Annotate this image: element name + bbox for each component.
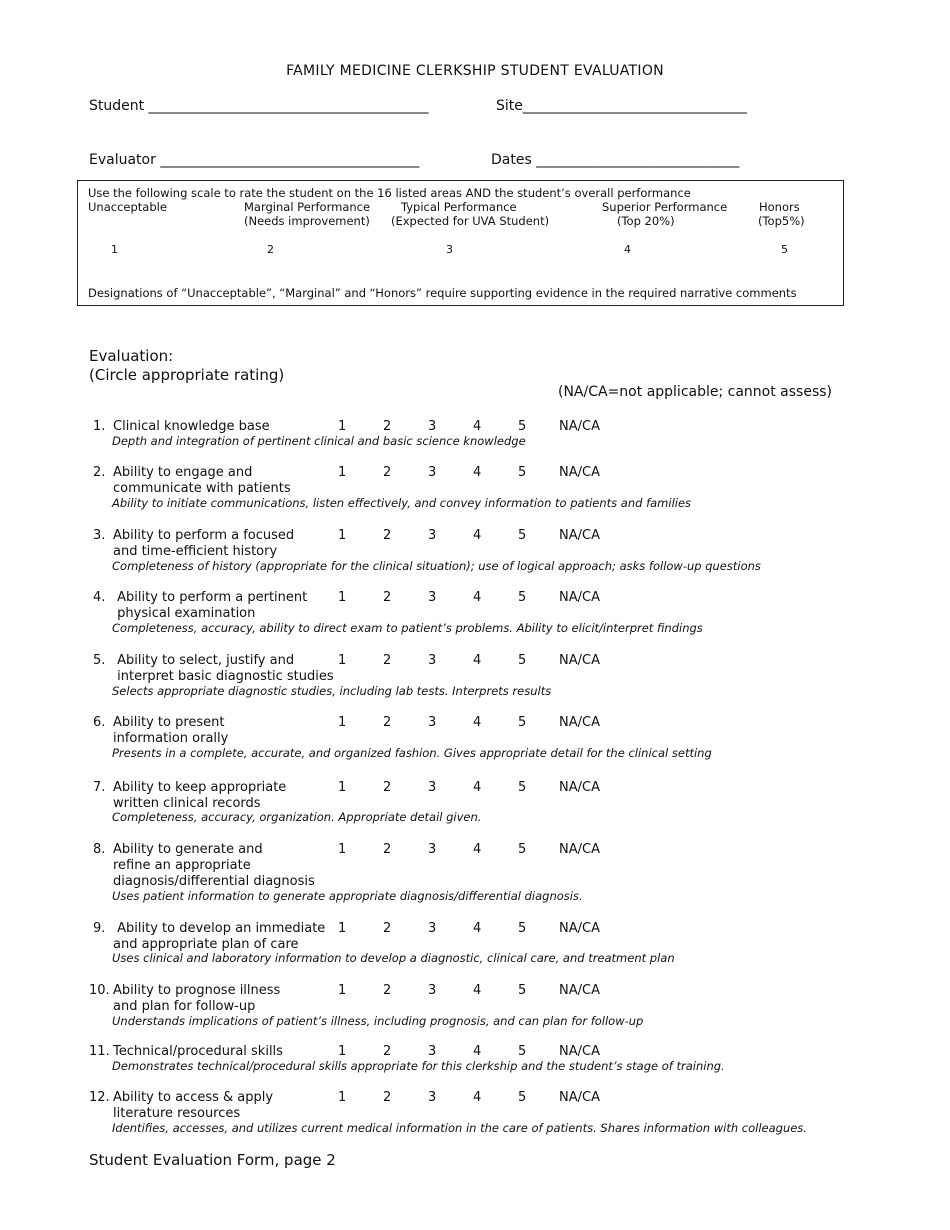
rating-option-na-ca[interactable]: NA/CA [559, 983, 600, 998]
item-label: Ability to select, justify and interpret basic diagnostic studies [117, 653, 334, 684]
rating-option-1[interactable]: 1 [338, 921, 347, 936]
rating-option-4[interactable]: 4 [473, 715, 482, 730]
rating-option-5[interactable]: 5 [518, 921, 527, 936]
rating-option-na-ca[interactable]: NA/CA [559, 715, 600, 730]
page-footer: Student Evaluation Form, page 2 [89, 1151, 336, 1169]
item-number: 11. [89, 1044, 110, 1059]
item-description: Uses patient information to generate appropriate diagnosis/differential diagnosis. [112, 889, 583, 903]
rating-option-4[interactable]: 4 [473, 780, 482, 795]
rating-option-5[interactable]: 5 [518, 842, 527, 857]
scale-num-3: 3 [446, 243, 453, 256]
rating-option-2[interactable]: 2 [383, 1090, 392, 1105]
na-note: (NA/CA=not applicable; cannot assess) [558, 384, 833, 400]
rating-option-5[interactable]: 5 [518, 983, 527, 998]
rating-option-1[interactable]: 1 [338, 1044, 347, 1059]
rating-option-5[interactable]: 5 [518, 653, 527, 668]
scale-level-4-sub: (Top 20%) [617, 214, 675, 228]
scale-num-4: 4 [624, 243, 631, 256]
item-description: Presents in a complete, accurate, and organized fashion. Gives appropriate detail for the clinical setting [112, 746, 712, 760]
rating-option-1[interactable]: 1 [338, 653, 347, 668]
item-label: Ability to develop an immediate and appropriate plan of care [113, 921, 326, 952]
item-number: 7. [93, 780, 106, 795]
rating-option-2[interactable]: 2 [383, 465, 392, 480]
item-label: Ability to prognose illness and plan for follow-up [113, 983, 281, 1014]
rating-option-na-ca[interactable]: NA/CA [559, 921, 600, 936]
rating-option-5[interactable]: 5 [518, 780, 527, 795]
item-number: 2. [93, 465, 106, 480]
student-field[interactable]: Student ________________________________________ [89, 98, 429, 114]
rating-option-1[interactable]: 1 [338, 715, 347, 730]
scale-level-4-label: Superior Performance [602, 200, 728, 214]
rating-option-2[interactable]: 2 [383, 983, 392, 998]
item-number: 1. [93, 419, 106, 434]
item-label: Ability to engage and communicate with patients [113, 465, 291, 496]
scale-level-2-sub: (Needs improvement) [244, 214, 370, 228]
rating-option-2[interactable]: 2 [383, 1044, 392, 1059]
evaluation-subheading: (Circle appropriate rating) [89, 366, 285, 384]
item-label: Ability to access & apply literature resources [113, 1090, 274, 1121]
rating-option-4[interactable]: 4 [473, 465, 482, 480]
scale-level-2-label: Marginal Performance [244, 200, 371, 214]
rating-option-na-ca[interactable]: NA/CA [559, 780, 600, 795]
item-number: 9. [93, 921, 106, 936]
item-label: Ability to perform a focused and time-efficient history [113, 528, 295, 559]
rating-option-na-ca[interactable]: NA/CA [559, 842, 600, 857]
item-label: Clinical knowledge base [113, 419, 270, 434]
rating-option-4[interactable]: 4 [473, 983, 482, 998]
scale-note: Designations of “Unacceptable”, “Marginal” and “Honors” require supporting evidence in the required narrative comments [88, 286, 797, 300]
rating-option-4[interactable]: 4 [473, 842, 482, 857]
evaluator-field[interactable]: Evaluator _____________________________________ [89, 152, 420, 168]
rating-option-2[interactable]: 2 [383, 528, 392, 543]
item-number: 5. [93, 653, 106, 668]
scale-num-1: 1 [111, 243, 118, 256]
rating-option-na-ca[interactable]: NA/CA [559, 465, 600, 480]
rating-option-3[interactable]: 3 [428, 921, 437, 936]
rating-option-na-ca[interactable]: NA/CA [559, 1044, 600, 1059]
item-description: Demonstrates technical/procedural skills appropriate for this clerkship and the student’s stage of training. [112, 1059, 725, 1073]
rating-option-3[interactable]: 3 [428, 780, 437, 795]
item-number: 8. [93, 842, 106, 857]
item-description: Uses clinical and laboratory information to develop a diagnostic, clinical care, and treatment plan [112, 951, 675, 965]
rating-option-3[interactable]: 3 [428, 653, 437, 668]
rating-option-5[interactable]: 5 [518, 1044, 527, 1059]
scale-instructions: Use the following scale to rate the student on the 16 listed areas AND the student’s overall performance [88, 186, 691, 200]
rating-option-4[interactable]: 4 [473, 921, 482, 936]
rating-option-1[interactable]: 1 [338, 465, 347, 480]
item-description: Selects appropriate diagnostic studies, including lab tests. Interprets results [112, 684, 552, 698]
rating-option-1[interactable]: 1 [338, 780, 347, 795]
rating-option-1[interactable]: 1 [338, 842, 347, 857]
scale-num-5: 5 [781, 243, 788, 256]
item-label: Ability to generate and refine an appropriate diagnosis/differential diagnosis [113, 842, 315, 889]
item-number: 12. [89, 1090, 110, 1105]
scale-level-3-sub: (Expected for UVA Student) [391, 214, 550, 228]
rating-option-4[interactable]: 4 [473, 590, 482, 605]
item-description: Ability to initiate communications, listen effectively, and convey information to patients and families [112, 496, 692, 510]
scale-level-3-label: Typical Performance [401, 200, 517, 214]
rating-option-2[interactable]: 2 [383, 653, 392, 668]
rating-option-na-ca[interactable]: NA/CA [559, 590, 600, 605]
rating-option-3[interactable]: 3 [428, 715, 437, 730]
rating-option-2[interactable]: 2 [383, 590, 392, 605]
rating-option-1[interactable]: 1 [338, 983, 347, 998]
rating-option-4[interactable]: 4 [473, 419, 482, 434]
item-description: Understands implications of patient’s illness, including prognosis, and can plan for follow-up [112, 1014, 644, 1028]
rating-option-3[interactable]: 3 [428, 419, 437, 434]
scale-num-2: 2 [267, 243, 274, 256]
rating-option-na-ca[interactable]: NA/CA [559, 653, 600, 668]
scale-level-5-label: Honors [759, 200, 800, 214]
dates-field[interactable]: Dates _____________________________ [491, 152, 740, 168]
site-field[interactable]: Site________________________________ [496, 98, 747, 114]
item-description: Completeness, accuracy, ability to direct exam to patient’s problems. Ability to elicit/interpret findings [112, 621, 703, 635]
rating-option-3[interactable]: 3 [428, 528, 437, 543]
rating-option-5[interactable]: 5 [518, 715, 527, 730]
rating-option-5[interactable]: 5 [518, 465, 527, 480]
rating-option-2[interactable]: 2 [383, 419, 392, 434]
rating-option-1[interactable]: 1 [338, 1090, 347, 1105]
rating-option-1[interactable]: 1 [338, 590, 347, 605]
item-number: 6. [93, 715, 106, 730]
rating-option-3[interactable]: 3 [428, 842, 437, 857]
rating-option-4[interactable]: 4 [473, 1090, 482, 1105]
item-description: Depth and integration of pertinent clinical and basic science knowledge [112, 434, 526, 448]
item-description: Completeness of history (appropriate for the clinical situation); use of logical approach; asks follow-up questions [112, 559, 761, 573]
rating-option-2[interactable]: 2 [383, 780, 392, 795]
rating-option-3[interactable]: 3 [428, 590, 437, 605]
rating-option-4[interactable]: 4 [473, 1044, 482, 1059]
rating-option-3[interactable]: 3 [428, 983, 437, 998]
rating-option-5[interactable]: 5 [518, 419, 527, 434]
rating-option-5[interactable]: 5 [518, 590, 527, 605]
rating-option-4[interactable]: 4 [473, 653, 482, 668]
item-description: Identifies, accesses, and utilizes current medical information in the care of patients. Shares information with colleagues. [112, 1121, 807, 1135]
item-number: 3. [93, 528, 106, 543]
rating-option-5[interactable]: 5 [518, 1090, 527, 1105]
item-description: Completeness, accuracy, organization. Appropriate detail given. [112, 810, 482, 824]
rating-option-3[interactable]: 3 [428, 465, 437, 480]
rating-option-2[interactable]: 2 [383, 715, 392, 730]
item-number: 10. [89, 983, 110, 998]
rating-option-na-ca[interactable]: NA/CA [559, 1090, 600, 1105]
rating-option-1[interactable]: 1 [338, 419, 347, 434]
item-label: Ability to present information orally [113, 715, 229, 746]
item-label: Technical/procedural skills [113, 1044, 283, 1059]
rating-option-2[interactable]: 2 [383, 921, 392, 936]
evaluation-heading: Evaluation: [89, 347, 174, 365]
rating-option-2[interactable]: 2 [383, 842, 392, 857]
rating-option-1[interactable]: 1 [338, 528, 347, 543]
scale-level-5-sub: (Top5%) [758, 214, 805, 228]
page-title: FAMILY MEDICINE CLERKSHIP STUDENT EVALUATION [286, 63, 664, 79]
item-number: 4. [93, 590, 106, 605]
item-label: Ability to keep appropriate written clinical records [113, 780, 287, 811]
rating-option-na-ca[interactable]: NA/CA [559, 528, 600, 543]
rating-scale-box [77, 180, 844, 306]
scale-level-1-label: Unacceptable [88, 200, 167, 214]
rating-option-4[interactable]: 4 [473, 528, 482, 543]
rating-option-3[interactable]: 3 [428, 1090, 437, 1105]
rating-option-3[interactable]: 3 [428, 1044, 437, 1059]
item-label: Ability to perform a pertinent physical examination [117, 590, 308, 621]
rating-option-na-ca[interactable]: NA/CA [559, 419, 600, 434]
rating-option-5[interactable]: 5 [518, 528, 527, 543]
